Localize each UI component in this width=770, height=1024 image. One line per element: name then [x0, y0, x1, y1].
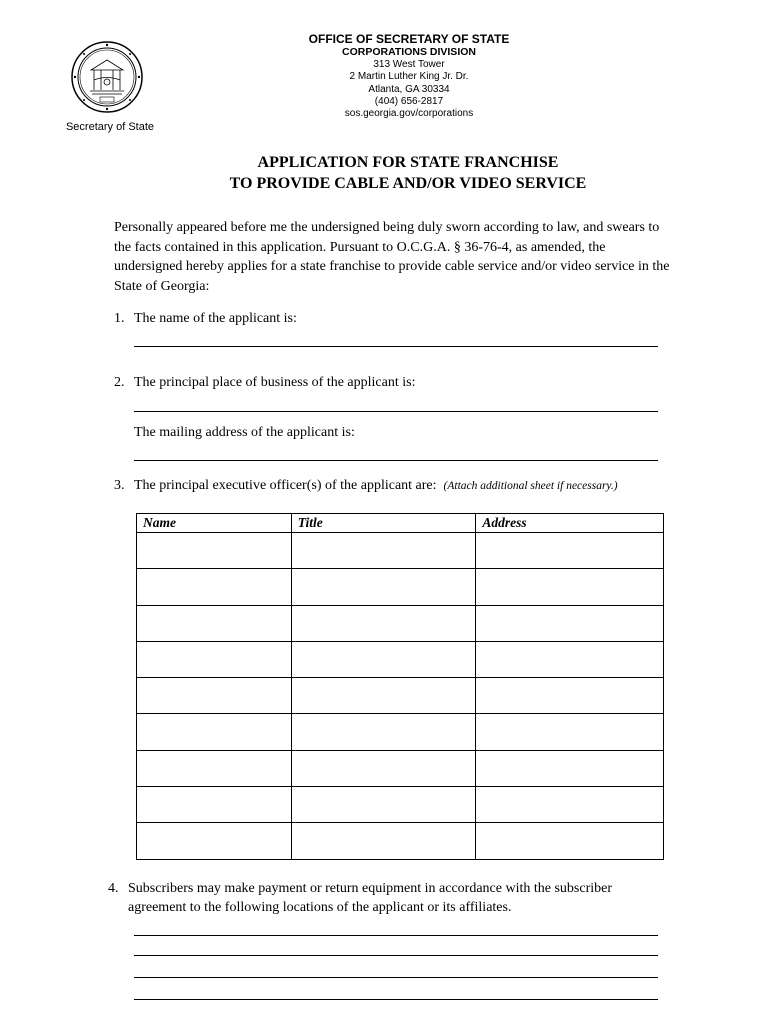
officer-address-cell[interactable] [476, 569, 664, 605]
column-header-address: Address [476, 514, 664, 533]
georgia-seal-icon [70, 40, 144, 114]
item-3-number: 3. [114, 478, 125, 493]
mailing-address-field[interactable] [134, 460, 658, 461]
officer-address-cell[interactable] [476, 605, 664, 641]
officer-name-cell[interactable] [137, 605, 292, 641]
division-name: CORPORATIONS DIVISION [342, 46, 476, 58]
document-title [100, 152, 716, 194]
officer-address-cell[interactable] [476, 678, 664, 714]
officer-title-cell[interactable] [291, 787, 476, 823]
officer-address-cell[interactable] [476, 823, 664, 859]
item-4-line-1: Subscribers may make payment or return equipment in accordance with the subscriber [128, 881, 613, 896]
intro-paragraph: Personally appeared before me the undersigned being duly sworn according to law, and swears to the facts contained in this application. Pursuant to O.C.G.A. § 36-76-4, as amended, the undersigned hereby applies for a state franchise to provide cable service and/or video service in the State of Georgia: [114, 220, 670, 294]
item-2-number: 2. [114, 375, 125, 390]
officer-title-cell[interactable] [291, 678, 476, 714]
table-row [137, 641, 664, 677]
table-row [137, 714, 664, 750]
table-row [137, 787, 664, 823]
office-title: OFFICE OF SECRETARY OF STATE [308, 32, 510, 46]
officer-address-cell[interactable] [476, 714, 664, 750]
payment-location-field-1[interactable] [134, 935, 658, 936]
item-1-label: The name of the applicant is: [134, 311, 297, 326]
item-3-note: (Attach additional sheet if necessary.) [443, 480, 618, 492]
officer-name-cell[interactable] [137, 787, 292, 823]
mailing-address-label: The mailing address of the applicant is: [134, 425, 355, 440]
payment-location-field-2[interactable] [134, 955, 658, 956]
officer-title-cell[interactable] [291, 750, 476, 786]
officer-title-cell[interactable] [291, 605, 476, 641]
table-row [137, 605, 664, 641]
principal-place-field[interactable] [134, 411, 658, 412]
table-header-row [137, 514, 664, 533]
officer-name-cell[interactable] [137, 678, 292, 714]
officer-name-cell[interactable] [137, 569, 292, 605]
table-row [137, 823, 664, 859]
officer-name-cell[interactable] [137, 641, 292, 677]
item-1 [114, 310, 297, 328]
officer-name-cell[interactable] [137, 714, 292, 750]
officer-title-cell[interactable] [291, 569, 476, 605]
applicant-name-field[interactable] [134, 346, 658, 347]
office-header [250, 32, 568, 120]
officer-address-cell[interactable] [476, 787, 664, 823]
officer-name-cell[interactable] [137, 750, 292, 786]
item-4 [108, 879, 668, 917]
phone-number: (404) 656-2817 [374, 95, 444, 107]
officer-address-cell[interactable] [476, 641, 664, 677]
seal-caption: Secretary of State [65, 121, 155, 133]
officers-table [136, 513, 664, 860]
item-3-label: The principal executive officer(s) of the applicant are: [134, 478, 437, 493]
item-1-number: 1. [114, 311, 125, 326]
website-text: sos.georgia.gov/corporations [344, 108, 474, 120]
officer-address-cell[interactable] [476, 533, 664, 569]
title-line-1: APPLICATION FOR STATE FRANCHISE [257, 154, 559, 171]
payment-location-field-4[interactable] [134, 999, 658, 1000]
officer-title-cell[interactable] [291, 533, 476, 569]
column-header-name: Name [137, 514, 292, 533]
payment-location-field-3[interactable] [134, 977, 658, 978]
address-line-3: Atlanta, GA 30334 [368, 83, 450, 95]
officer-title-cell[interactable] [291, 823, 476, 859]
item-3 [114, 477, 618, 495]
table-row [137, 750, 664, 786]
title-line-2: TO PROVIDE CABLE AND/OR VIDEO SERVICE [229, 175, 587, 192]
item-4-number: 4. [108, 881, 119, 896]
item-2-label: The principal place of business of the applicant is: [134, 375, 416, 390]
table-row [137, 533, 664, 569]
officer-name-cell[interactable] [137, 533, 292, 569]
item-2 [114, 374, 415, 392]
address-line-1: 313 West Tower [373, 59, 445, 70]
table-row [137, 678, 664, 714]
item-4-line-2: agreement to the following locations of the applicant or its affiliates. [128, 900, 512, 915]
officer-title-cell[interactable] [291, 641, 476, 677]
table-row [137, 569, 664, 605]
officer-name-cell[interactable] [137, 823, 292, 859]
officer-title-cell[interactable] [291, 714, 476, 750]
officer-address-cell[interactable] [476, 750, 664, 786]
column-header-title: Title [291, 514, 476, 533]
address-line-2: 2 Martin Luther King Jr. Dr. [349, 71, 469, 83]
